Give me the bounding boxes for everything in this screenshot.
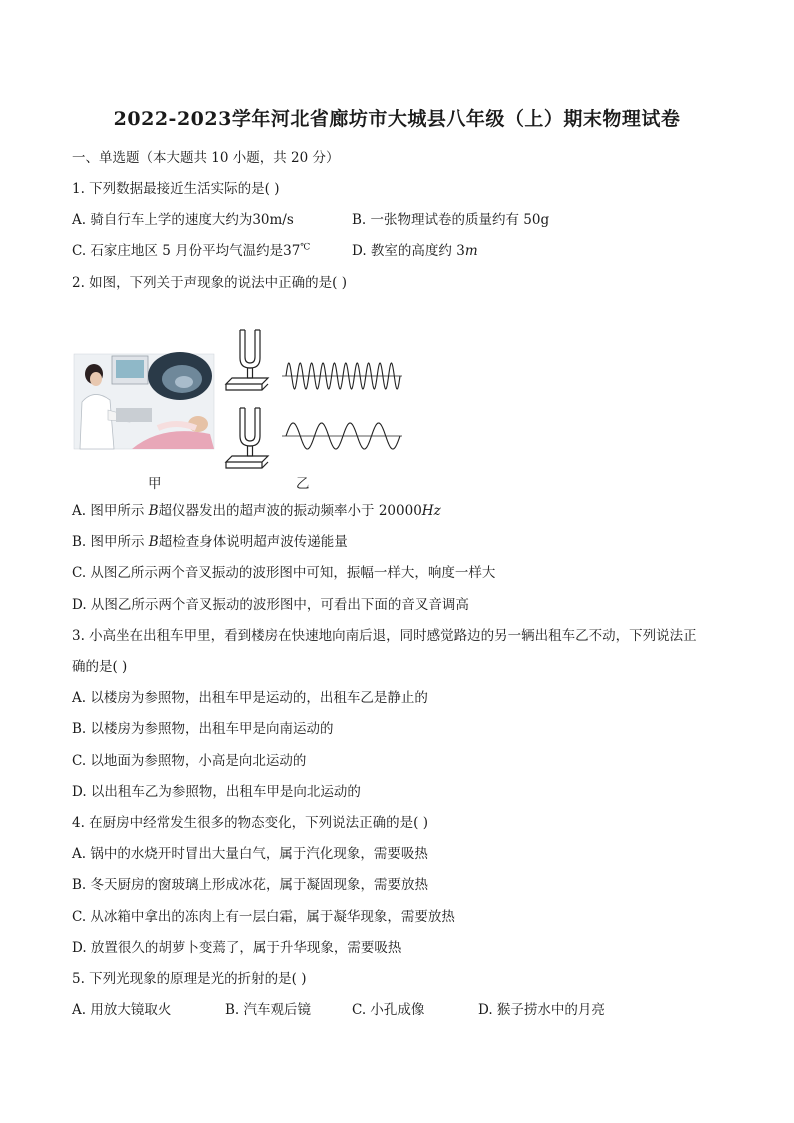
tuning-fork-top-icon xyxy=(226,330,268,390)
question-5-option-b: B. 汽车观后镜 xyxy=(225,1002,312,1018)
ultrasound-photo xyxy=(74,352,214,449)
question-2-option-b-text: B. 图甲所示 xyxy=(72,534,149,550)
b-ultrasound-letter: B xyxy=(148,534,159,550)
question-1-option-d xyxy=(352,239,478,259)
question-4-option-a: A. 锅中的水烧开时冒出大量白气，属于汽化现象，需要吸热 xyxy=(72,846,428,862)
question-1-option-d-text: D. 教室的高度约 3 xyxy=(352,243,465,259)
question-5-option-a: A. 用放大镜取火 xyxy=(72,1002,172,1018)
question-2-option-b xyxy=(72,530,348,550)
meter-unit: m xyxy=(464,243,478,259)
question-4-option-d: D. 放置很久的胡萝卜变蔫了，属于升华现象，需要吸热 xyxy=(72,940,402,956)
question-2-option-a-text: A. 图甲所示 xyxy=(72,503,149,519)
figure-caption-jia: 甲 xyxy=(148,476,162,492)
tuning-fork-bottom-icon xyxy=(226,408,268,468)
question-3-stem-continued: 确的是( ) xyxy=(72,659,128,675)
question-2-option-b-text-2: 超检查身体说明超声波传递能量 xyxy=(158,534,348,550)
figure-caption-yi: 乙 xyxy=(296,476,310,492)
question-5-option-c: C. 小孔成像 xyxy=(352,1002,425,1018)
hertz-unit: Hz xyxy=(421,503,441,519)
b-ultrasound-letter: B xyxy=(148,503,159,519)
question-3-option-a: A. 以楼房为参照物，出租车甲是运动的，出租车乙是静止的 xyxy=(72,690,428,706)
question-2-option-d: D. 从图乙所示两个音叉振动的波形图中，可看出下面的音叉音调高 xyxy=(72,597,469,613)
question-2-option-a-text-2: 超仪器发出的超声波的振动频率小于 20000 xyxy=(158,503,422,519)
question-3-stem: 3. 小高坐在出租车甲里，看到楼房在快速地向南后退，同时感觉路边的另一辆出租车乙不动，下列说法正 xyxy=(72,628,697,644)
question-2-figure xyxy=(72,324,412,494)
question-2-option-a xyxy=(72,499,441,519)
question-4-option-c: C. 从冰箱中拿出的冻肉上有一层白霜，属于凝华现象，需要放热 xyxy=(72,909,455,925)
section-heading: 一、单选题（本大题共 10 小题，共 20 分） xyxy=(72,150,340,166)
question-1-option-a: A. 骑自行车上学的速度大约为30m/s xyxy=(72,212,294,228)
question-5-option-d: D. 猴子捞水中的月亮 xyxy=(478,1002,605,1018)
question-2-option-c: C. 从图乙所示两个音叉振动的波形图中可知，振幅一样大，响度一样大 xyxy=(72,565,496,581)
question-4-stem: 4. 在厨房中经常发生很多的物态变化，下列说法正确的是( ) xyxy=(72,815,428,831)
page-title: 2022-2023学年河北省廊坊市大城县八年级（上）期末物理试卷 xyxy=(113,108,681,130)
question-3-option-c: C. 以地面为参照物，小高是向北运动的 xyxy=(72,753,307,769)
waveform-high-frequency xyxy=(286,363,400,389)
question-1-option-c xyxy=(72,239,310,259)
question-1-option-c-text: C. 石家庄地区 5 月份平均气温约是37 xyxy=(72,243,301,259)
celsius-unit: ℃ xyxy=(300,242,311,253)
question-4-option-b: B. 冬天厨房的窗玻璃上形成冰花，属于凝固现象，需要放热 xyxy=(72,877,429,893)
question-1-stem: 1. 下列数据最接近生活实际的是( ) xyxy=(72,181,280,197)
question-3-option-b: B. 以楼房为参照物，出租车甲是向南运动的 xyxy=(72,721,334,737)
question-3-option-d: D. 以出租车乙为参照物，出租车甲是向北运动的 xyxy=(72,784,361,800)
question-1-option-b: B. 一张物理试卷的质量约有 50g xyxy=(352,212,550,228)
question-2-stem: 2. 如图，下列关于声现象的说法中正确的是( ) xyxy=(72,275,347,291)
question-5-stem: 5. 下列光现象的原理是光的折射的是( ) xyxy=(72,971,307,987)
